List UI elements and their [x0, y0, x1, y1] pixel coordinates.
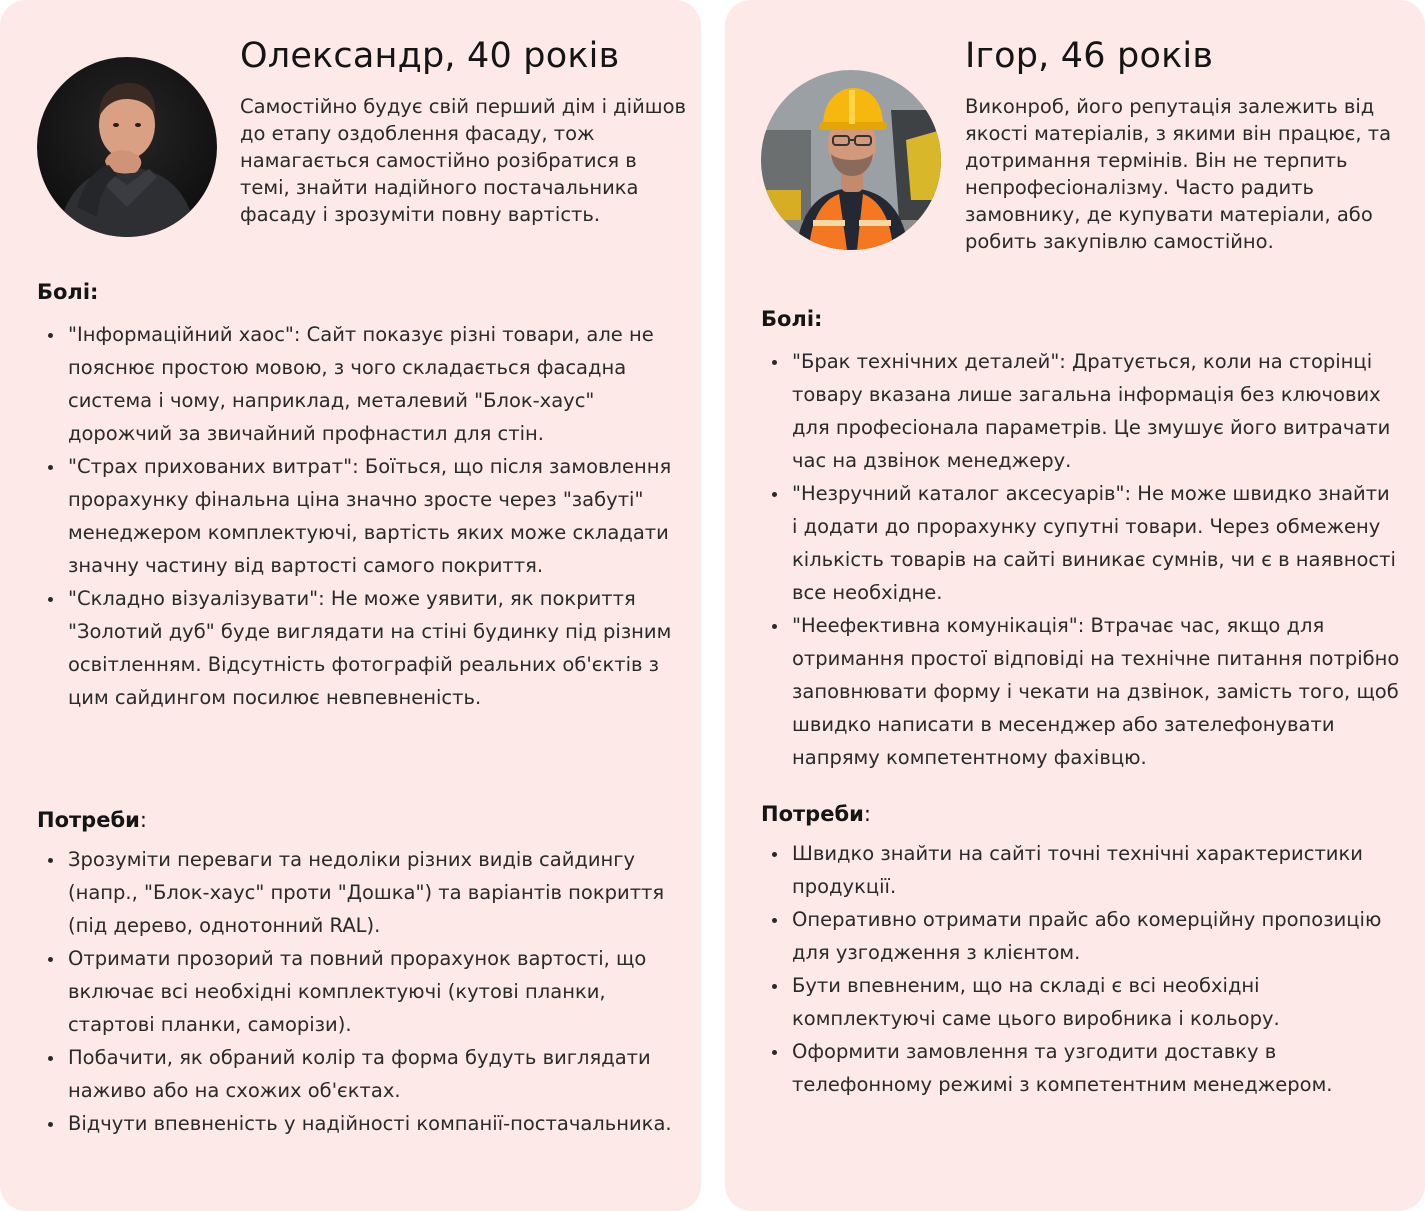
- pain-item: [37, 582, 677, 714]
- bullet-icon: [48, 333, 53, 338]
- persona-card-ihor: [725, 0, 1425, 1211]
- need-text: Зрозуміти переваги та недоліки різних видів сайдингу (напр., "Блок-хаус" проти "Дошка") та варіантів покриття (під дерево, однотонний RAL).: [68, 848, 665, 937]
- bullet-icon: [772, 852, 777, 857]
- pain-item: [37, 318, 677, 450]
- needs-heading-label: Потреби: [37, 808, 140, 832]
- need-text: Оперативно отримати прайс або комерційну пропозицію для узгодження з клієнтом.: [792, 908, 1382, 964]
- pains-heading: Болі:: [37, 280, 99, 304]
- needs-heading-colon: :: [863, 802, 871, 826]
- need-item: [761, 1035, 1401, 1101]
- pain-item: [761, 345, 1401, 477]
- need-text: Побачити, як обраний колір та форма будуть виглядати наживо або на схожих об'єктах.: [68, 1046, 651, 1102]
- need-item: [761, 903, 1401, 969]
- need-text: Швидко знайти на сайті точні технічні характеристики продукції.: [792, 842, 1363, 898]
- pain-item: [761, 477, 1401, 609]
- bullet-icon: [772, 492, 777, 497]
- needs-heading-label: Потреби: [761, 802, 864, 826]
- pain-text: "Складно візуалізувати": Не може уявити, як покриття "Золотий дуб" буде виглядати на стіні будинку під різним освітленням. Відсутність фотографій реальних об'єктів з цим сайдингом посилює невпевненість.: [68, 587, 672, 709]
- man-portrait-image: [37, 57, 217, 237]
- bullet-icon: [772, 1050, 777, 1055]
- pain-text: "Брак технічних деталей": Дратується, коли на сторінці товару вказана лише загальна інформація без ключових для професіонала параметрів. Це змушує його витрачати час на дзвінок менеджеру.: [792, 350, 1391, 472]
- persona-name: Олександр, 40 років: [240, 36, 620, 76]
- bullet-icon: [772, 918, 777, 923]
- persona-bio: Виконроб, його репутація залежить від якості матеріалів, з якими він працює, та дотримання термінів. Він не терпить непрофесіоналізму. Часто радить замовнику, де купувати матеріали, або робить закупівлю самостійно.: [965, 95, 1392, 253]
- construction-worker-portrait-icon: [761, 70, 941, 250]
- need-text: Отримати прозорий та повний прорахунок вартості, що включає всі необхідні комплектуючі (кутові планки, стартові планки, саморізи).: [68, 947, 647, 1036]
- need-item: [761, 969, 1401, 1035]
- bullet-icon: [48, 957, 53, 962]
- needs-heading: [37, 807, 147, 834]
- need-item: [37, 1041, 677, 1107]
- persona-card-oleksandr: [0, 0, 701, 1211]
- need-text: Бути впевненим, що на складі є всі необхідні комплектуючі саме цього виробника і кольору.: [792, 974, 1280, 1030]
- needs-list: [761, 837, 1401, 1101]
- needs-list: [37, 843, 677, 1140]
- need-text: Відчути впевненість у надійності компанії-постачальника.: [68, 1112, 672, 1135]
- persona-bio: Самостійно будує свій перший дім і дійшов до етапу оздоблення фасаду, тож намагається самостійно розібратися в темі, знайти надійного постачальника фасаду і зрозуміти повну вартість.: [240, 95, 687, 226]
- bullet-icon: [772, 984, 777, 989]
- bullet-icon: [48, 1122, 53, 1127]
- needs-heading-colon: :: [139, 808, 147, 832]
- pains-list: [761, 345, 1401, 774]
- pain-text: "Інформаційний хаос": Сайт показує різні товари, але не пояснює простою мовою, з чого складається фасадна система і чому, наприклад, металевий "Блок-хаус" дорожчий за звичайний профнастил для стін.: [68, 323, 654, 445]
- bullet-icon: [48, 597, 53, 602]
- pain-item: [37, 450, 677, 582]
- need-item: [761, 837, 1401, 903]
- persona-name: Ігор, 46 років: [965, 36, 1214, 76]
- pain-item: [761, 609, 1401, 774]
- bullet-icon: [48, 465, 53, 470]
- need-item: [37, 1107, 677, 1140]
- pain-text: "Страх прихованих витрат": Боїться, що після замовлення прорахунку фінальна ціна значно зросте через "забуті" менеджером комплектуючі, вартість яких може складати значну частину від вартості самого покриття.: [68, 455, 672, 577]
- pains-list: [37, 318, 677, 714]
- man-portrait-icon: [37, 57, 217, 237]
- pains-heading: Болі:: [761, 307, 823, 331]
- need-text: Оформити замовлення та узгодити доставку в телефонному режимі з компетентним менеджером.: [792, 1040, 1333, 1096]
- construction-worker-image: [761, 70, 941, 250]
- pain-text: "Незручний каталог аксесуарів": Не може швидко знайти і додати до прорахунку супутні товари. Через обмежену кількість товарів на сайті виникає сумнів, чи є в наявності все необхідне.: [792, 482, 1396, 604]
- bullet-icon: [48, 1056, 53, 1061]
- needs-heading: [761, 801, 871, 828]
- bullet-icon: [48, 858, 53, 863]
- pain-text: "Неефективна комунікація": Втрачає час, якщо для отримання простої відповіді на технічне питання потрібно заповнювати форму і чекати на дзвінок, замість того, щоб швидко написати в месенджер або зателефонувати напряму компетентному фахівцю.: [792, 614, 1400, 769]
- need-item: [37, 843, 677, 942]
- need-item: [37, 942, 677, 1041]
- bullet-icon: [772, 360, 777, 365]
- bullet-icon: [772, 624, 777, 629]
